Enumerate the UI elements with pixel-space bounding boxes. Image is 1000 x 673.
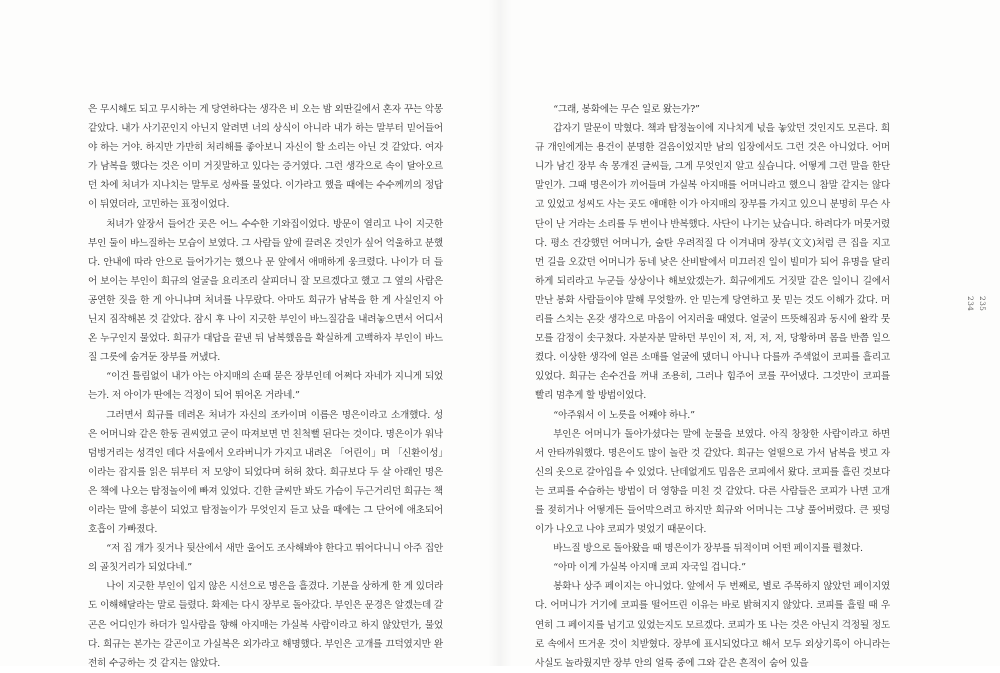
dialogue-paragraph: “그래, 봉화에는 무슨 일로 왔는가?” <box>553 104 700 115</box>
paragraph: 부인은 어머니가 돌아가셨다는 말에 눈물을 보였다. 아직 창창한 사람이라고 하면서 안타까워했다. 명은이도 많이 놀란 것 같았다. 희규는 얼떨으로 가서 남복을 벗고 자신의 옷으로 갈아입을 수 있었다. 난데없게도 밉음은 코피에서 왔다. 코피를 흘린 것보다는 코피를 수습하는 방법이 더 영향을 미친 것 같았다. 다른 사람들은 코피가 나면 고개를 젖히거나 어떻게든 들어막으려고 하지만 희규와 어머니는 그냥 풀어버렸다. 큰 핏덩이가 나오고 나야 코피가 멎었기 때문이다. <box>535 428 890 536</box>
paragraph: 은 무시해도 되고 무시하는 게 당연하다는 생각은 비 오는 밤 외딴길에서 혼자 꾸는 악몽 같았다. 내가 사기꾼인지 아닌지 알려면 너의 상식이 아니라 내가 하는 말부터 믿어들어야 하는 거야. 하지만 가만히 처리해를 좋아보니 자신이 할 소리는 아닌 것 같았다. 여자가 남복을 했다는 것은 이미 거짓말하고 있다는 증거였다. 그런 생각으로 속이 달아오르던 차에 처녀가 지나치는 말투로 성싸를 물었다. 이가라고 했을 때에는 수수께끼의 정답이 뒤였더라, 고민하는 표정이었다. <box>88 104 443 211</box>
paragraph: 나이 지긋한 부인이 입지 않은 시선으로 명은을 흘겼다. 기분을 상하게 한 게 있더라도 이해해달라는 말로 들렸다. 화제는 다시 장부로 돌아갔다. 부인은 문경은 알겠는데 갈곤은 어디인가 하더가 일사람을 향해 아지매는 가실복 사람이라고 하지 않았던가, 물었다. 희규는 본가는 갈곤이고 가실복은 외가라고 해명했다. 부인은 고개를 끄덕였지만 완전히 수긍하는 것 같지는 않았다. <box>88 581 443 669</box>
right-page <box>535 100 890 673</box>
page-number-left: 234 <box>966 296 975 312</box>
page-number-right: 235 <box>978 296 987 312</box>
left-page <box>88 100 443 673</box>
paragraph: 처녀가 앞장서 들어간 곳은 어느 수수한 기와집이었다. 방문이 열리고 나이 지긋한 부인 둘이 바느질하는 모습이 보였다. 그 사람들 앞에 끌려온 것인가 싶어 억울하고 분했다. 안내에 따라 안으로 들어가기는 했으나 문 앞에서 애매하게 웅크렸다. 나이가 더 들어 보이는 부인이 희규의 얼굴을 요리조리 살피더니 잘 모르겠다고 했고 그 옆의 사람은 공연한 짓을 한 게 아니냐며 처녀를 나무랐다. 아마도 희규가 남복을 한 게 사실인지 아닌지 짐작해본 것 같았다. 잠시 후 나이 지긋한 부인이 바느질감을 내려놓으면서 어디서 온 누구인지 물었다. 희규가 대답을 끝낸 뒤 남복했음을 확실하게 고백하자 부인이 바느질 그릇에 숨겨둔 장부를 꺼냈다. <box>88 218 443 364</box>
paragraph: 그러면서 희규를 데려온 처녀가 자신의 조카이며 이름은 명은이라고 소개했다. 성은 어머니와 같은 한동 권씨였고 굳이 따져보면 먼 친척뻘 된다는 것이다. 명은이가 워낙 덤벙거리는 성격인 데다 서울에서 오라버니가 가지고 내려온 「어린이」며 「신환이성」이라는 잡지를 읽은 뒤부터 저 모양이 되었다며 허허 찼다. 희규보다 두 살 아래인 명은은 책에 나오는 탐정놀이에 빠져 있었다. 긴한 글씨만 봐도 가슴이 두근거리던 희규는 책이라는 말에 흥분이 되었고 탐정놀이가 무엇인지 듣고 났을 때에는 그 단어에 애초되어 호흡이 가빠졌다. <box>88 409 443 536</box>
dialogue-paragraph: “아마 이게 가실복 아지매 코피 자국일 겁니다.” <box>553 562 746 574</box>
dialogue-paragraph: “아주워서 이 노릇을 어째야 하나.” <box>553 409 695 421</box>
page-gutter <box>488 0 512 666</box>
dialogue-paragraph: “이건 틀림없이 내가 아는 아지매의 손때 묻은 장부인데 어쩌다 자네가 지니게 되었는가. 저 아이가 딴에는 걱정이 되어 뛰어온 거라네.” <box>88 371 443 402</box>
paragraph: 바느질 방으로 돌아왔을 때 명은이가 장부를 뒤적이며 어떤 페이지를 펼쳤다. <box>553 543 863 555</box>
paragraph: 봉화나 상주 페이지는 아니었다. 앞에서 두 번째로, 별로 주목하지 않았던 페이지였다. 어머니가 거기에 코피를 떨어뜨린 이유는 바로 밝혀지지 않았다. 코피를 흘릴 때 우연히 그 페이지를 넘기고 있었는지도 모르겠다. 코피가 또 나는 것은 아닌지 걱정될 정도로 속에서 뜨거운 것이 치받혔다. 장부에 표시되었다고 해서 모두 외상기록이 아니라는 사실도 놀라웠지만 장부 안의 얼룩 중에 그와 같은 흔적이 숨어 있을 <box>535 581 890 669</box>
dialogue-paragraph: “저 집 개가 짖거나 뒷산에서 새만 울어도 조사해봐야 한다고 뛰어다니니 아주 집안의 골칫거리가 되었다네.” <box>88 543 443 574</box>
paragraph: 갑자기 말문이 막혔다. 책과 탐정놀이에 지나치게 넋을 놓았던 것인지도 모른다. 희규 개인에게는 용건이 분명한 걸음이었지만 남의 입장에서도 그런 것은 아니었다. 어머니가 남긴 장부 속 몽개진 글씨들, 그게 무엇인지 알고 싶습니다. 어떻게 그런 말을 한단 말인가. 그때 명은이가 끼어들며 가실복 아지매를 어머니라고 했으니 참말 같지는 않다고 있었고 성씨도 사는 곳도 애매한 이가 아지매의 장부를 가지고 있으니 분명히 무슨 사단이 난 거라는 소리를 두 번이나 반복했다. 사단이 나기는 났습니다. 하려다가 머뭇거렸다. 평소 건강했던 어머니가, 술탄 우려적질 다 이겨내며 장부(文文)처럼 큰 집을 지고 먼 길을 오갔던 어머니가 동네 낮은 산비탈에서 미끄러진 일이 빌미가 되어 유명을 달리하게 되리라고 누군들 상상이나 해보았겠는가. 희규에게도 거짓말 같은 일이니 길에서 만난 봉화 사람들이야 말해 무엇할까. 안 믿는게 당연하고 못 믿는 것도 이해가 갔다. 머리를 스치는 온갖 생각으로 마음이 어지러울 때였다. 얼굴이 뜨뜻해짐과 동시에 왈칵 뭇 모를 감정이 솟구쳤다. 자분자분 말하던 부인이 저, 저, 저, 저, 당황하며 몸을 반쯤 일으켰다. 이상한 생각에 얼른 소매를 얼굴에 댔더니 아니나 다를까 주색없이 코피를 흘리고 있었다. 희규는 손수건을 꺼내 조용히, 그러나 힘주어 코를 꾸어냈다. 그것만이 코피를 빨리 멈추게 할 방법이었다. <box>535 123 890 402</box>
